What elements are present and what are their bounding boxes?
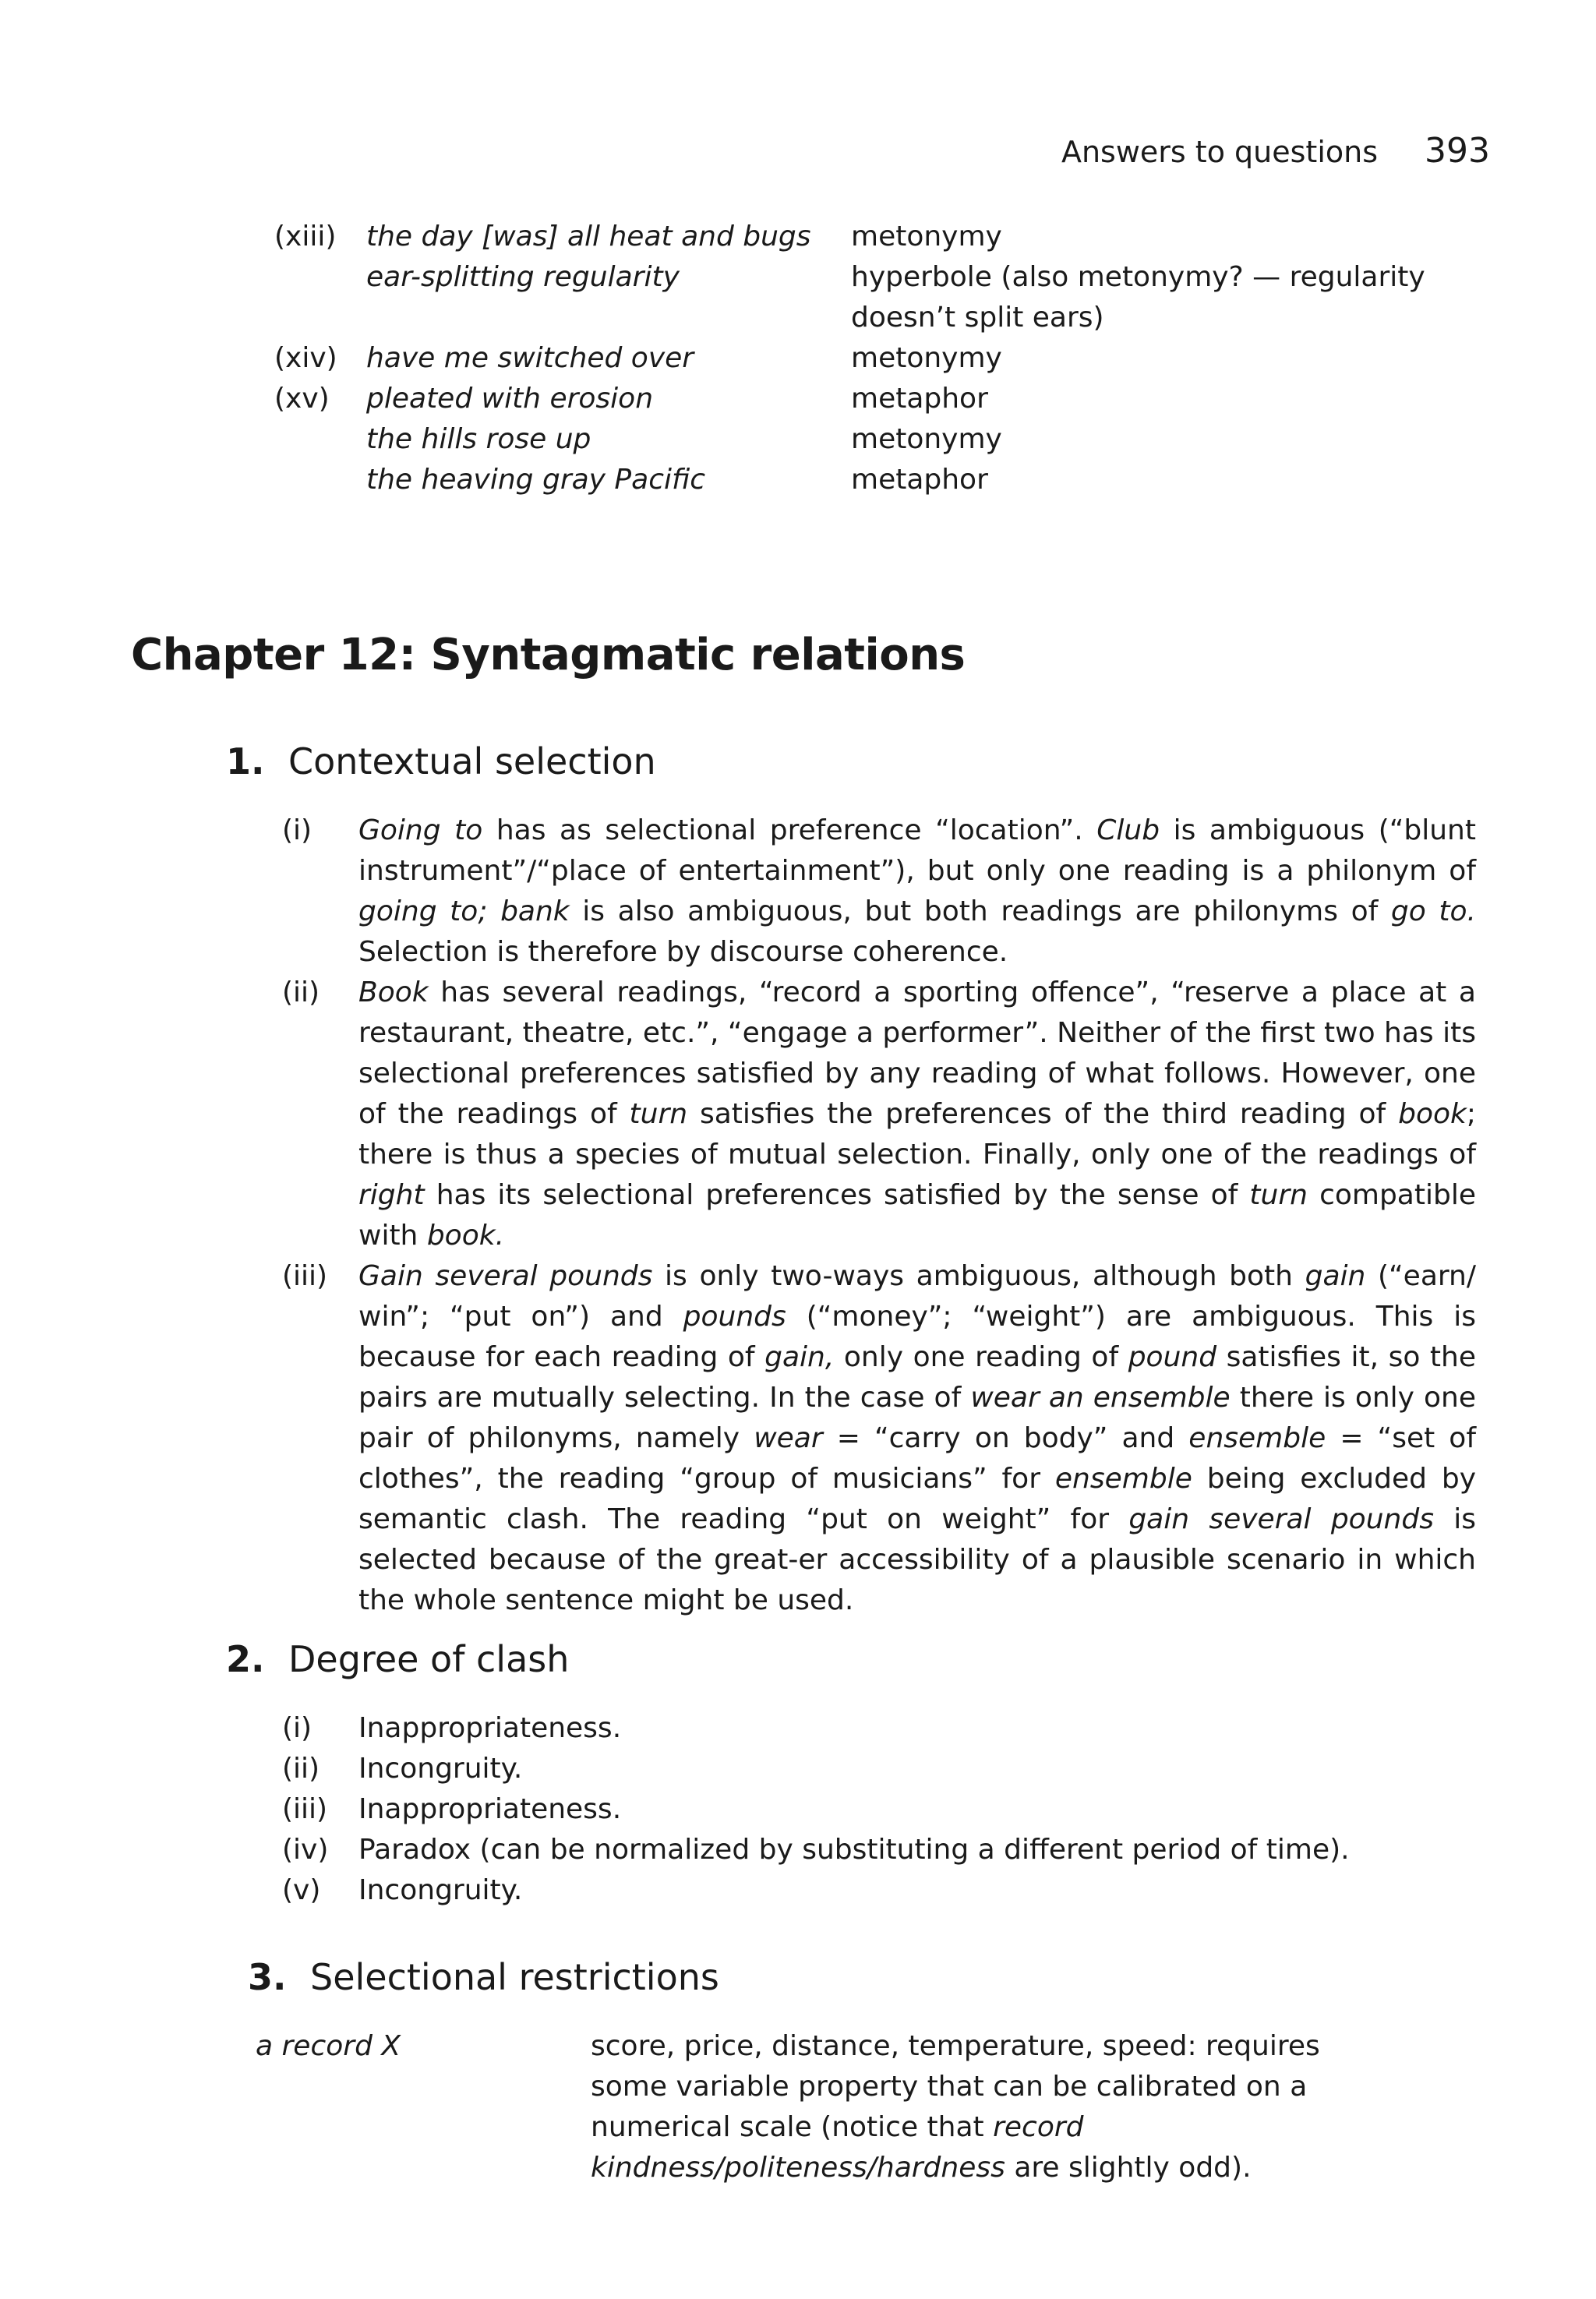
row-number: (xv) bbox=[274, 383, 330, 415]
item-text: Paradox (can be normalized by substituting a different period of time). bbox=[358, 1834, 1350, 1866]
example-phrase: have me switched over bbox=[366, 342, 694, 374]
item-text: Gain several pounds is only two-ways ambiguous, although both gain (“earn/ win”; “put on”) and pounds (“money”; “weight”) are ambiguous. This is because for each reading of gain, only one reading of pound satisfies it, so the pairs are mutually selecting. In the case of wear an ensemble there is only one pair of philonyms, namely wear = “carry on body” and ensemble = “set of clothes”, the reading “group of musicians” for ensemble being excluded by semantic clash. The reading “put on weight” for gain several pounds is selected because of the great-er accessibility of a plausible scenario in which the whole sentence might be used. bbox=[358, 1260, 1477, 1616]
running-title: Answers to questions bbox=[1061, 135, 1379, 169]
example-phrase: ear-splitting regularity bbox=[366, 261, 680, 293]
row-number: (xiii) bbox=[274, 221, 337, 253]
section-title: Selectional restrictions bbox=[310, 1956, 719, 1998]
section-number: 2. bbox=[226, 1638, 265, 1680]
item-text: Book has several readings, “record a sporting offence”, “reserve a place at a restaurant, theatre, etc.”, “engage a performer”. Neither of the first two has its selectional preferences satisfied by any reading of what follows. However, one of the readings of turn satisfies the preferences of the third reading of book; there is thus a species of mutual selection. Finally, only one of the readings of right has its selectional preferences satisfied by the sense of turn compatible with book. bbox=[358, 976, 1477, 1252]
answer-item bbox=[282, 810, 1476, 973]
example-phrase: the heaving gray Pacific bbox=[366, 464, 706, 496]
figure-type: metonymy bbox=[851, 221, 1002, 253]
item-text: Inappropriateness. bbox=[358, 1793, 622, 1825]
row-number: (xiv) bbox=[274, 342, 337, 374]
answer-item bbox=[282, 973, 1476, 1256]
answer-row bbox=[274, 379, 1490, 419]
answer-row bbox=[274, 460, 1490, 500]
figure-type: metaphor bbox=[851, 464, 988, 496]
restriction-entry bbox=[256, 2026, 1401, 2188]
answer-row bbox=[274, 298, 1490, 338]
item-number: (ii) bbox=[282, 976, 320, 1008]
example-phrase: pleated with erosion bbox=[366, 383, 654, 415]
section-number: 1. bbox=[226, 740, 265, 782]
section-heading-3 bbox=[248, 1956, 719, 1998]
section-title: Contextual selection bbox=[288, 740, 656, 782]
answer-item bbox=[282, 1870, 1476, 1911]
item-text: Incongruity. bbox=[358, 1874, 523, 1906]
section-heading-1 bbox=[226, 740, 656, 782]
answer-item bbox=[282, 1256, 1476, 1621]
answer-item bbox=[282, 1708, 1476, 1749]
running-header bbox=[1061, 131, 1490, 171]
answer-row bbox=[274, 257, 1490, 298]
answer-item bbox=[282, 1830, 1476, 1870]
example-phrase: the hills rose up bbox=[366, 423, 591, 455]
item-text: Incongruity. bbox=[358, 1753, 523, 1785]
figure-answers-table bbox=[274, 217, 1490, 500]
item-text: Inappropriateness. bbox=[358, 1712, 622, 1744]
chapter-title: Chapter 12: Syntagmatic relations bbox=[131, 630, 966, 680]
answer-row bbox=[274, 338, 1490, 379]
restriction-definition: score, price, distance, temperature, speed: requires some variable property that can be calibrated on a numerical scale (notice that record kindness/politeness/hardness are slightly odd). bbox=[591, 2030, 1320, 2184]
row-number bbox=[274, 257, 366, 298]
figure-type: metonymy bbox=[851, 342, 1002, 374]
figure-type: metonymy bbox=[851, 423, 1002, 455]
answer-item bbox=[282, 1749, 1476, 1789]
section-title: Degree of clash bbox=[288, 1638, 570, 1680]
section-number: 3. bbox=[248, 1956, 287, 1998]
item-number: (iv) bbox=[282, 1834, 329, 1866]
item-number: (v) bbox=[282, 1874, 321, 1906]
figure-type: hyperbole (also metonymy? — regularity bbox=[851, 261, 1425, 293]
item-number: (i) bbox=[282, 1712, 312, 1744]
page-number: 393 bbox=[1425, 131, 1490, 171]
answer-item bbox=[282, 1789, 1476, 1830]
section-heading-2 bbox=[226, 1638, 569, 1680]
restriction-term: a record X bbox=[256, 2030, 401, 2062]
row-number bbox=[274, 419, 366, 460]
item-number: (iii) bbox=[282, 1260, 328, 1292]
row-number bbox=[274, 460, 366, 500]
section-2-items bbox=[282, 1708, 1476, 1911]
item-number: (i) bbox=[282, 814, 312, 846]
answer-row bbox=[274, 217, 1490, 257]
example-phrase bbox=[366, 298, 851, 338]
item-number: (ii) bbox=[282, 1753, 320, 1785]
item-text: Going to has as selectional preference “location”. Club is ambiguous (“blunt instrument”/“place of entertainment”), but only one reading is a philonym of going to; bank is also ambiguous, but both readings are philonyms of go to. Selection is therefore by discourse coherence. bbox=[358, 814, 1476, 968]
figure-type: doesn’t split ears) bbox=[851, 302, 1104, 334]
row-number bbox=[274, 298, 366, 338]
item-number: (iii) bbox=[282, 1793, 328, 1825]
answer-row bbox=[274, 419, 1490, 460]
figure-type: metaphor bbox=[851, 383, 988, 415]
example-phrase: the day [was] all heat and bugs bbox=[366, 221, 811, 253]
section-1-items bbox=[282, 810, 1476, 1621]
